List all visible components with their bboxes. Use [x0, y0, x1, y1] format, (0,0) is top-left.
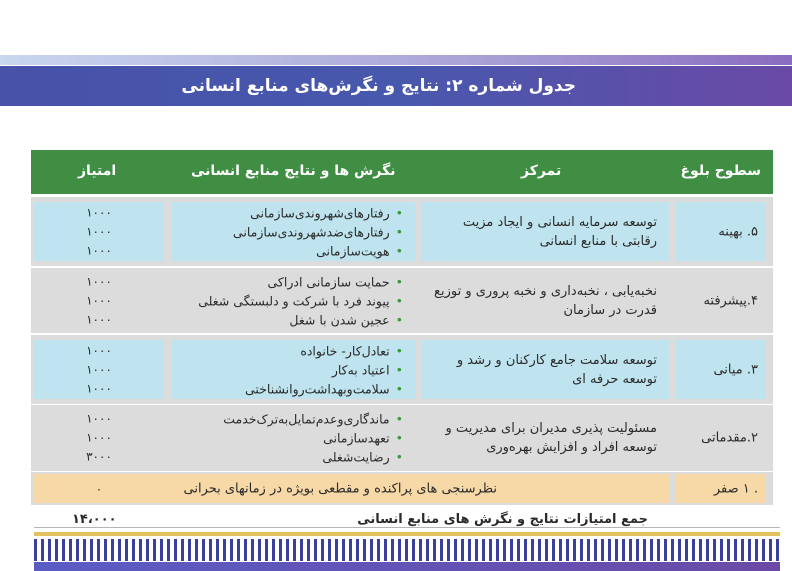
header-level: سطوح بلوغ [680, 163, 761, 179]
level-cell [676, 202, 766, 261]
list-item: • رفتارهای‌شهروندی‌سازمانی [233, 203, 403, 222]
score-value: ۱۰۰۰ [86, 243, 112, 257]
outcomes-list [223, 410, 403, 467]
score-list [34, 272, 164, 329]
level-cell [676, 410, 766, 466]
outcomes-cell [171, 202, 415, 261]
score-value: ۱۰۰۰ [86, 312, 112, 326]
focus-text: مسئولیت پذیری مدیران برای مدیریت و توسعه افراد و افزایش بهره‌وری [445, 421, 657, 455]
table-row [31, 335, 773, 404]
level-cell [676, 474, 766, 503]
focus-text: توسعه سلامت جامع کارکنان و رشد و توسعه حرفه ای [456, 352, 657, 387]
header-outcomes: نگرش ها و نتایج منابع انسانی [191, 163, 396, 179]
level-cell [676, 273, 766, 328]
score-list [34, 341, 164, 398]
decorative-tick-band [34, 539, 780, 561]
title-banner [0, 66, 792, 106]
focus-cell [422, 340, 669, 399]
outcomes-cell [171, 340, 415, 399]
list-item: • هویت‌سازمانی [233, 241, 403, 260]
score-value: ۱۰۰۰ [86, 381, 112, 395]
outcomes-cell [171, 410, 415, 466]
score-value: ۱۰۰۰ [86, 274, 112, 288]
score-value: ۱۰۰۰ [86, 205, 112, 219]
score-cell [34, 340, 164, 399]
table-row [31, 268, 773, 333]
table-row [31, 405, 773, 471]
table-header-row [31, 150, 773, 194]
list-item: • سلامت‌و‌بهداشت‌روانشناختی [245, 379, 403, 398]
level-label: ۲.مقدماتی [701, 430, 758, 446]
list-item: • عجین شدن با شغل [198, 310, 403, 329]
list-item: • تعادل‌کار- خانواده [245, 341, 403, 360]
score-value: ۱۰۰۰ [86, 293, 112, 307]
score-cell [34, 202, 164, 261]
total-value: ۱۴،۰۰۰ [72, 512, 117, 527]
list-item: • حمایت سازمانی ادراکی [198, 272, 403, 291]
list-item: • تعهد‌سازمانی [223, 429, 403, 448]
list-item: • پیوند فرد با شرکت و دلبستگی شغلی [198, 291, 403, 310]
table-row-zero [31, 472, 773, 505]
list-item: • اعتیاد به‌کار [245, 360, 403, 379]
focus-text: نخبه‌یابی ، نخبه‌داری و نخبه پروری و توزیع قدرت در سازمان [434, 283, 657, 318]
focus-text: توسعه سرمایه انسانی و ایجاد مزیت رقابتی با منابع انسانی [462, 214, 657, 249]
header-score: امتیاز [78, 163, 117, 179]
score-value: ۱۰۰۰ [86, 362, 112, 376]
level-label: . ۱ صفر [713, 481, 758, 496]
zero-score: ۰ [95, 481, 103, 496]
score-cell [34, 410, 164, 466]
focus-cell [422, 273, 669, 328]
table-row [31, 197, 773, 266]
list-item: • رضایت‌شغلی [223, 448, 403, 467]
divider [34, 527, 780, 528]
score-value: ۱۰۰۰ [86, 430, 112, 445]
decorative-bottom-bar [34, 562, 780, 571]
score-list [34, 410, 164, 467]
outcomes-list [233, 203, 403, 260]
score-value: ۱۰۰۰ [86, 411, 112, 426]
outcomes-list [245, 341, 403, 398]
list-item: • رفتارهای‌ضد‌شهروندی‌سازمانی [233, 222, 403, 241]
focus-cell [422, 202, 669, 261]
decorative-top-stripe [0, 55, 792, 65]
zero-note: نظرسنجی های پراکنده و مقطعی بویژه در زمانهای بحرانی [183, 481, 497, 496]
page-title: جدول شماره ۲: نتایج و نگرش‌های منابع انسانی [181, 76, 576, 96]
score-value: ۱۰۰۰ [86, 224, 112, 238]
focus-cell [422, 410, 669, 466]
score-list [34, 203, 164, 260]
zero-note-cell [34, 474, 669, 503]
header-focus: تمرکز [521, 163, 562, 179]
decorative-gold-line [34, 532, 780, 536]
score-value: ۱۰۰۰ [86, 343, 112, 357]
score-value: ۳۰۰۰ [86, 449, 112, 464]
level-label: ۳. میانی [713, 362, 758, 377]
level-cell [676, 340, 766, 399]
score-cell [34, 273, 164, 328]
outcomes-list [198, 272, 403, 329]
level-label: ۵. بهینه [718, 224, 758, 239]
level-label: ۴.پیشرفته [703, 293, 758, 308]
total-label: جمع امتیازات نتایج و نگرش های منابع انسانی [357, 512, 648, 527]
list-item: • ماندگاری‌و‌عدم‌تمایل‌به‌ترک‌خدمت [223, 410, 403, 429]
outcomes-cell [171, 273, 415, 328]
